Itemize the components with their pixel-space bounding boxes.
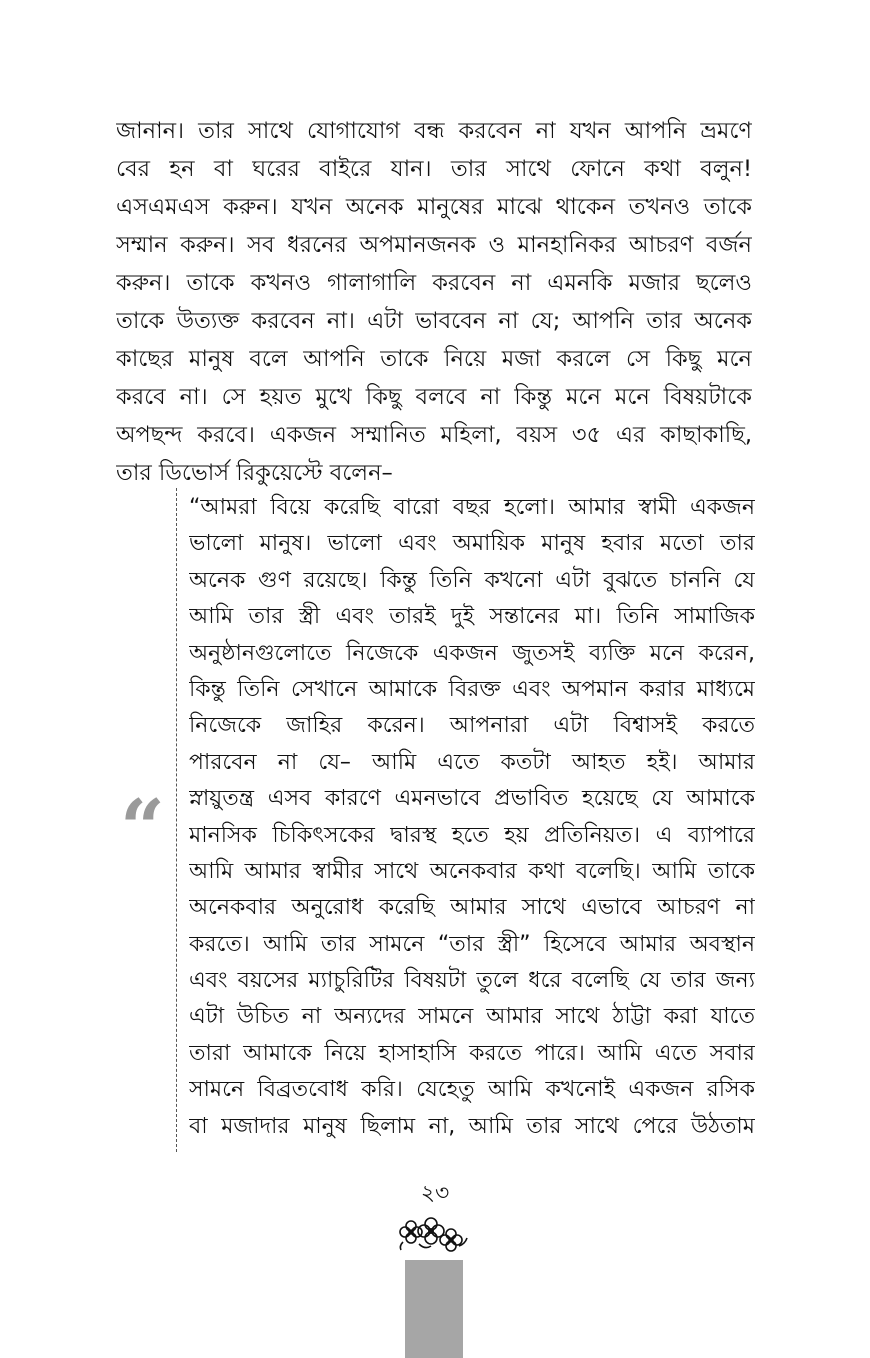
quote-line: আমি তার স্ত্রী এবং তারই দুই সন্তানের মা। তিনি সামাজিক <box>189 604 755 630</box>
text-line: করবে না। সে হয়ত মুখে কিছু বলবে না কিন্তু মনে মনে বিষয়টাকে <box>116 384 752 410</box>
quote-line: অনুষ্ঠানগুলোতে নিজেকে একজন জুতসই ব্যক্তি মনে করেন, <box>189 640 755 666</box>
text-line: সম্মান করুন। সব ধরনের অপমানজনক ও মানহানিকর আচরণ বর্জন <box>116 232 752 258</box>
quote-line: মানসিক চিকিৎসকের দ্বারস্থ হতে হয় প্রতিনিয়ত। এ ব্যাপারে <box>189 822 755 848</box>
text-line: বের হন বা ঘরের বাইরে যান। তার সাথে ফোনে কথা বলুন! <box>116 156 752 182</box>
quote-line: তারা আমাকে নিয়ে হাসাহাসি করতে পারে। আমি এতে সবার <box>189 1040 755 1066</box>
quote-line: ভালো মানুষ। ভালো এবং অমায়িক মানুষ হবার মতো তার <box>189 531 755 557</box>
page-number: ২৩ <box>420 1181 450 1206</box>
quote-line: এটা উচিত না অন্যদের সামনে আমার সাথে ঠাট্টা করা যাতে <box>189 1004 755 1030</box>
quote-mark-icon: “ <box>120 783 165 874</box>
quote-line: করতে। আমি তার সামনে “তার স্ত্রী” হিসেবে আমার অবস্থান <box>189 931 755 957</box>
quote-line: পারবেন না যে– আমি এতে কতটা আহত হই। আমার <box>189 749 755 775</box>
block-quote <box>176 488 757 1152</box>
quote-line: সামনে বিব্রতবোধ করি। যেহেতু আমি কখনোই একজন রসিক <box>189 1077 755 1103</box>
text-line: জানান। তার সাথে যোগাযোগ বন্ধ করবেন না যখন আপনি ভ্রমণে <box>116 118 752 144</box>
quote-line: স্নায়ুতন্ত্র এসব কারণে এমনভাবে প্রভাবিত হয়েছে যে আমাকে <box>189 786 755 812</box>
text-line: করুন। তাকে কখনও গালাগালি করবেন না এমনকি মজার ছলেও <box>116 270 752 296</box>
quote-text <box>189 490 755 1145</box>
text-line: কাছের মানুষ বলে আপনি তাকে নিয়ে মজা করলে সে কিছু মনে <box>116 346 752 372</box>
text-line: তার ডিভোর্স রিকুয়েস্টে বলেন– <box>116 460 393 486</box>
text-line: অপছন্দ করবে। একজন সম্মানিত মহিলা, বয়স ৩৫ এর কাছাকাছি, <box>116 422 752 448</box>
quote-line: অনেকবার অনুরোধ করেছি আমার সাথে এভাবে আচরণ না <box>189 895 755 921</box>
quote-line: “আমরা বিয়ে করেছি বারো বছর হলো। আমার স্বামী একজন <box>189 495 755 520</box>
quote-line: কিন্তু তিনি সেখানে আমাকে বিরক্ত এবং অপমান করার মাধ্যমে <box>189 676 755 702</box>
text-line: তাকে উত্যক্ত করবেন না। এটা ভাববেন না যে; আপনি তার অনেক <box>116 308 752 334</box>
flower-ornament-icon <box>395 1212 475 1258</box>
quote-line: বা মজাদার মানুষ ছিলাম না, আমি তার সাথে পেরে উঠতাম <box>189 1113 755 1139</box>
decorative-bar <box>405 1260 463 1358</box>
quote-line: এবং বয়সের ম্যাচুরিটির বিষয়টা তুলে ধরে বলেছি যে তার জন্য <box>189 968 755 994</box>
text-line: এসএমএস করুন। যখন অনেক মানুষের মাঝে থাকেন তখনও তাকে <box>116 194 752 220</box>
quote-line: অনেক গুণ রয়েছে। কিন্তু তিনি কখনো এটা বুঝতে চাননি যে <box>189 567 755 593</box>
quote-line: আমি আমার স্বামীর সাথে অনেকবার কথা বলেছি। আমি তাকে <box>189 858 755 884</box>
quote-line: নিজেকে জাহির করেন। আপনারা এটা বিশ্বাসই করতে <box>189 713 755 739</box>
body-paragraph <box>116 112 752 492</box>
